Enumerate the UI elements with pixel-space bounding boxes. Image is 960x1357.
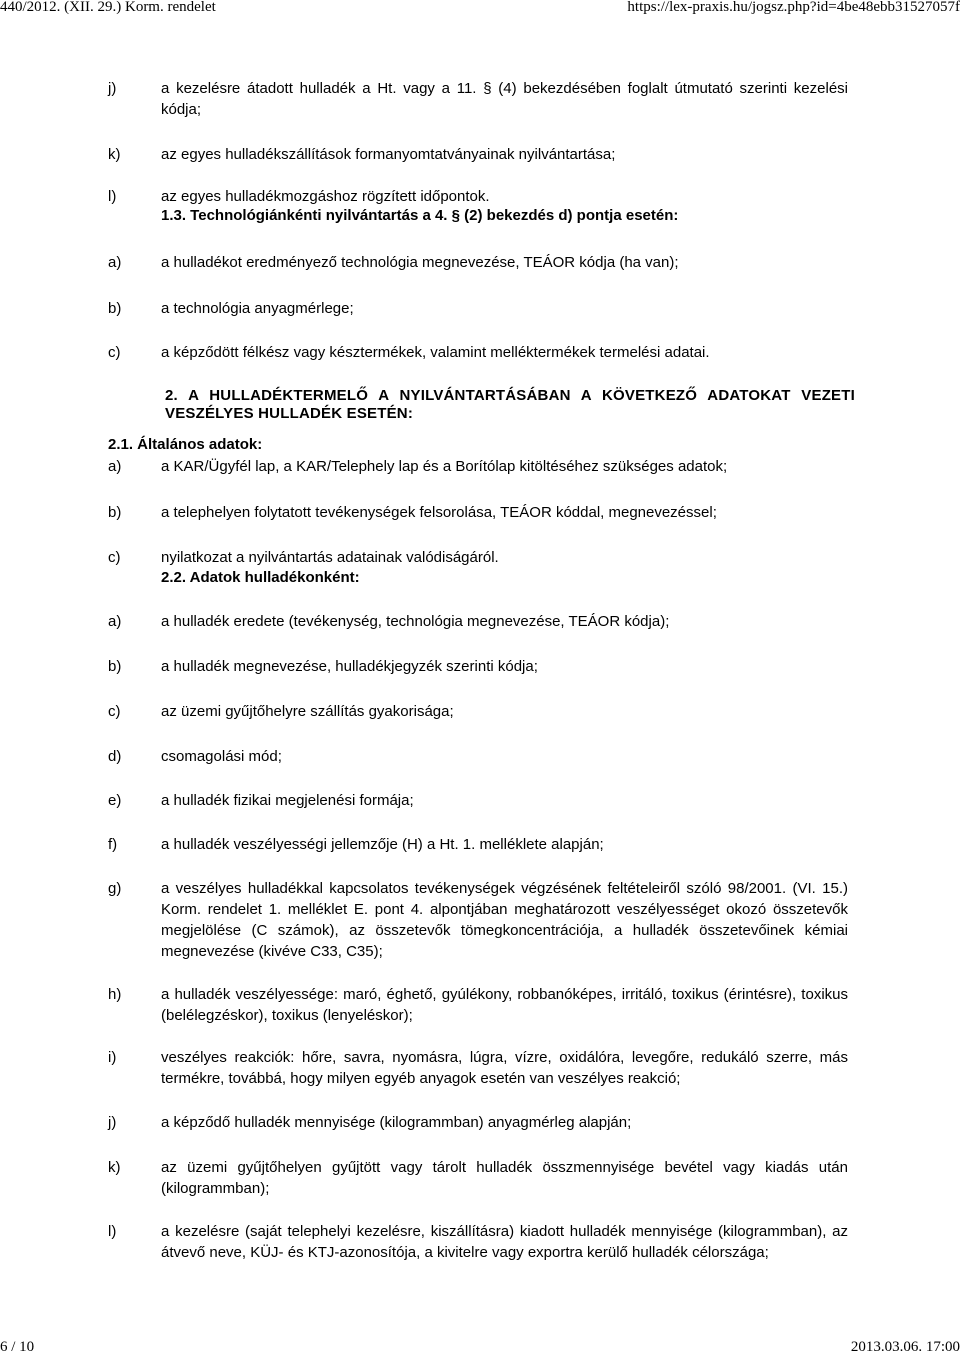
list-item-text: a veszélyes hulladékkal kapcsolatos tevékenységek végzésének feltételeiről szóló 98/2001. (VI. 15.) Korm. rendelet 1. melléklet E. pont 4. alpontjában meghatározott veszélyességet okozó összetevők megjelölése (C számok), az összetevők tömegkoncentrációja, a hulladék összetevőinek kémiai megnevezése (kivéve C33, C35); xyxy=(161,880,848,960)
list-item xyxy=(108,746,848,767)
list-item xyxy=(108,78,848,120)
list-item xyxy=(108,1157,848,1199)
list-item xyxy=(108,701,848,722)
list-item-text: nyilatkozat a nyilvántartás adatainak valódiságáról. xyxy=(161,549,499,566)
list-item-label: a) xyxy=(108,613,122,630)
list-item-label: a) xyxy=(108,254,122,271)
list-item-label: b) xyxy=(108,300,122,317)
list-item-label: e) xyxy=(108,792,122,809)
list-item xyxy=(108,790,848,811)
list-item-label: d) xyxy=(108,748,122,765)
list-item-label: k) xyxy=(108,146,121,163)
list-item-text: a hulladék eredete (tevékenység, technológia megnevezése, TEÁOR kódja); xyxy=(161,613,670,630)
list-item xyxy=(108,547,848,568)
section-heading: 1.3. Technológiánkénti nyilvántartás a 4. § (2) bekezdés d) pontja esetén: xyxy=(161,207,679,224)
list-item xyxy=(108,1221,848,1263)
list-item-label: b) xyxy=(108,504,122,521)
list-item xyxy=(108,1112,848,1133)
list-item-text: veszélyes reakciók: hőre, savra, nyomásra, lúgra, vízre, oxidálóra, levegőre, redukáló szerre, más termékre, továbbá, hogy milyen egyéb anyagok esetén van veszélyes reakció; xyxy=(161,1049,848,1087)
print-timestamp: 2013.03.06. 17:00 xyxy=(850,1339,960,1355)
list-item-label: a) xyxy=(108,458,122,475)
list-item xyxy=(108,834,848,855)
section-heading: 2.1. Általános adatok: xyxy=(108,436,263,453)
list-item xyxy=(108,298,848,319)
list-item xyxy=(108,186,848,207)
list-item-text: a hulladék veszélyességi jellemzője (H) a Ht. 1. melléklete alapján; xyxy=(161,836,604,853)
list-item xyxy=(108,878,848,962)
list-item-text: az üzemi gyűjtőhelyen gyűjtött vagy tárolt hulladék összmennyisége bevétel vagy kiadás után (kilogrammban); xyxy=(161,1159,848,1197)
list-item-text: a technológia anyagmérlege; xyxy=(161,300,354,317)
list-item-text: a képződő hulladék mennyisége (kilogrammban) anyagmérleg alapján; xyxy=(161,1114,632,1131)
list-item-text: a kezelésre (saját telephelyi kezelésre, kiszállításra) kiadott hulladék mennyisége (kilogrammban), az átvevő neve, KÜJ- és KTJ-azonosítója, a kivitelre vagy exportra kerülő hulladék célországa; xyxy=(161,1223,848,1261)
list-item-label: j) xyxy=(108,1114,117,1131)
list-item xyxy=(108,252,848,273)
page-header-url: https://lex-praxis.hu/jogsz.php?id=4be48ebb31527057f xyxy=(627,0,960,15)
list-item-label: l) xyxy=(108,188,117,205)
list-item-label: j) xyxy=(108,80,117,97)
list-item-label: i) xyxy=(108,1049,117,1066)
list-item-label: k) xyxy=(108,1159,121,1176)
list-item-text: az üzemi gyűjtőhelyre szállítás gyakorisága; xyxy=(161,703,454,720)
list-item xyxy=(108,456,848,477)
list-item-text: a hulladék fizikai megjelenési formája; xyxy=(161,792,414,809)
page-number: 6 / 10 xyxy=(0,1339,35,1355)
list-item xyxy=(108,502,848,523)
list-item-text: a hulladékot eredményező technológia megnevezése, TEÁOR kódja (ha van); xyxy=(161,254,679,271)
list-item-text: a KAR/Ügyfél lap, a KAR/Telephely lap és a Borítólap kitöltéséhez szükséges adatok; xyxy=(161,458,728,475)
list-item xyxy=(108,656,848,677)
list-item xyxy=(108,144,848,165)
list-item xyxy=(108,1047,848,1089)
list-item-label: c) xyxy=(108,703,121,720)
list-item-label: c) xyxy=(108,344,121,361)
list-item-text: csomagolási mód; xyxy=(161,748,282,765)
list-item-text: a kezelésre átadott hulladék a Ht. vagy a 11. § (4) bekezdésében foglalt útmutató szerinti kezelési kódja; xyxy=(161,80,848,118)
list-item-text: a hulladék megnevezése, hulladékjegyzék szerinti kódja; xyxy=(161,658,538,675)
page-header-title: 440/2012. (XII. 29.) Korm. rendelet xyxy=(0,0,216,15)
list-item-label: g) xyxy=(108,880,122,897)
list-item-text: a telephelyen folytatott tevékenységek felsorolása, TEÁOR kóddal, megnevezéssel; xyxy=(161,504,717,521)
list-item-label: h) xyxy=(108,986,122,1003)
list-item-label: b) xyxy=(108,658,122,675)
list-item xyxy=(108,342,848,363)
list-item-text: az egyes hulladékmozgáshoz rögzített időpontok. xyxy=(161,188,490,205)
list-item xyxy=(108,611,848,632)
list-item-text: a képződött félkész vagy késztermékek, valamint melléktermékek termelési adatai. xyxy=(161,344,710,361)
chapter-heading: 2. A HULLADÉKTERMELŐ A NYILVÁNTARTÁSÁBAN A KÖVETKEZŐ ADATOKAT VEZETI VESZÉLYES HULLADÉK ESETÉN: xyxy=(165,387,855,422)
list-item-text: a hulladék veszélyessége: maró, éghető, gyúlékony, robbanóképes, irritáló, toxikus (érintésre), toxikus (belélegzéskor), toxikus (lenyeléskor); xyxy=(161,986,848,1024)
list-item xyxy=(108,984,848,1026)
list-item-text: az egyes hulladékszállítások formanyomtatványainak nyilvántartása; xyxy=(161,146,616,163)
list-item-label: c) xyxy=(108,549,121,566)
list-item-label: f) xyxy=(108,836,118,853)
list-item-label: l) xyxy=(108,1223,117,1240)
section-heading: 2.2. Adatok hulladékonként: xyxy=(161,569,360,586)
